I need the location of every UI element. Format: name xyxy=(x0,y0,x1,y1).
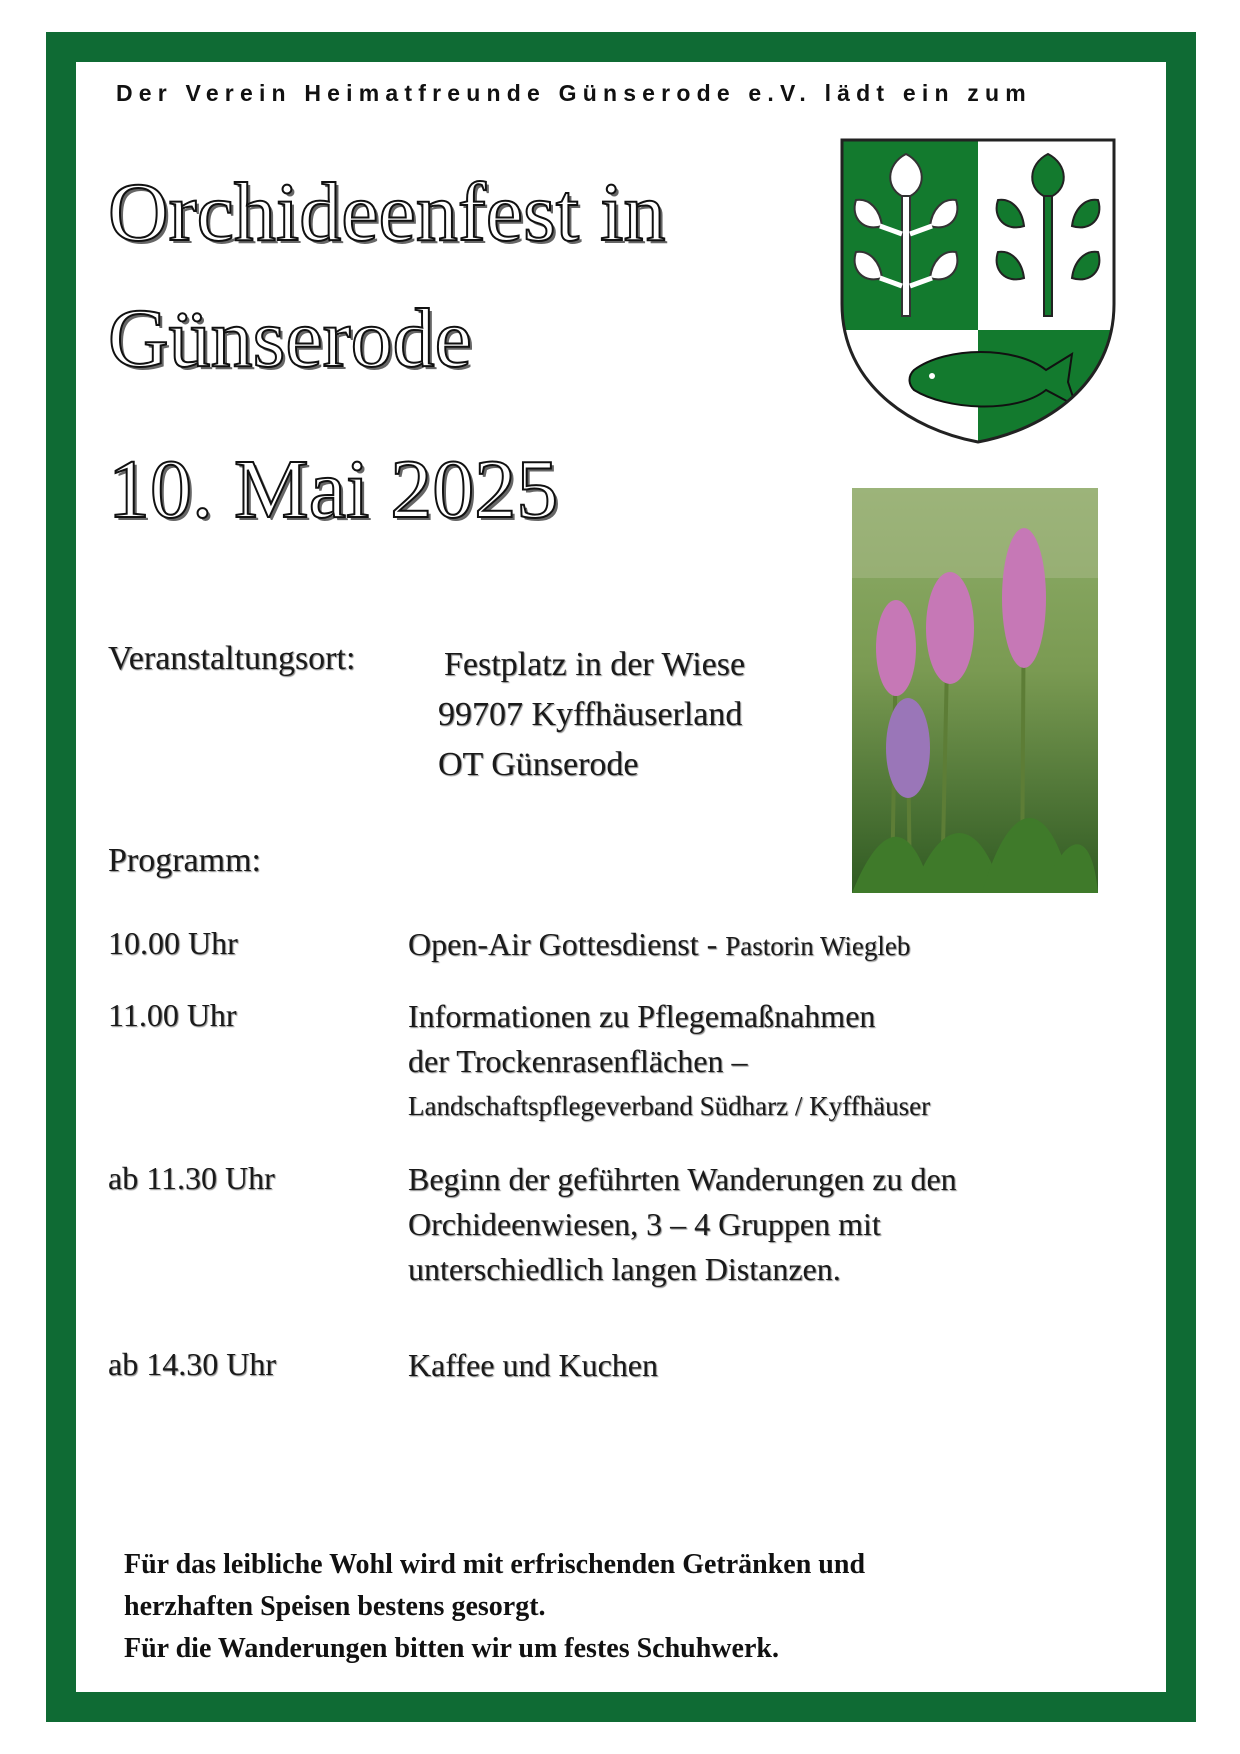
venue-line-1: Festplatz in der Wiese xyxy=(444,646,746,683)
venue-line-3: OT Günserode xyxy=(438,746,639,783)
venue-label: Veranstaltungsort: xyxy=(108,640,356,677)
program-desc-line: Informationen zu Pflegemaßnahmen xyxy=(408,998,876,1034)
program-desc-line: Beginn der geführten Wanderungen zu den xyxy=(408,1161,957,1197)
footer-note xyxy=(124,1544,865,1670)
venue-line-2: 99707 Kyffhäuserland xyxy=(438,696,743,733)
event-date: 10. Mai 2025 xyxy=(108,443,559,536)
program-desc-line: Orchideenwiesen, 3 – 4 Gruppen mit xyxy=(408,1206,881,1242)
program-time: ab 11.30 Uhr xyxy=(108,1160,275,1196)
event-title xyxy=(108,150,665,402)
footer-line: Für die Wanderungen bitten wir um festes Schuhwerk. xyxy=(124,1633,779,1664)
program-desc-line: der Trockenrasenflächen – xyxy=(408,1043,748,1079)
program-desc-line: Landschaftspflegeverband Südharz / Kyffhäuser xyxy=(408,1091,931,1121)
title-line-1: Orchideenfest in xyxy=(108,166,666,259)
program-desc: Open-Air Gottesdienst - xyxy=(408,926,726,962)
coat-of-arms xyxy=(836,134,1120,446)
program-item xyxy=(408,1343,1108,1388)
program-time: 10.00 Uhr xyxy=(108,925,238,961)
program-note: Pastorin Wiegleb xyxy=(725,931,911,961)
venue-address xyxy=(438,640,746,790)
program-item xyxy=(408,922,1108,969)
invite-line: Der Verein Heimatfreunde Günserode e.V. lädt ein zum xyxy=(116,80,1032,106)
program-desc-line: unterschiedlich langen Distanzen. xyxy=(408,1251,841,1287)
program-time: 11.00 Uhr xyxy=(108,997,237,1033)
title-line-2: Günserode xyxy=(108,292,472,385)
orchid-photo xyxy=(852,488,1098,893)
footer-line: Für das leibliche Wohl wird mit erfrischenden Getränken und xyxy=(124,1549,866,1580)
program-time: ab 14.30 Uhr xyxy=(108,1346,276,1382)
program-item xyxy=(408,1157,1108,1292)
footer-line: herzhaften Speisen bestens gesorgt. xyxy=(124,1591,546,1622)
program-desc: Kaffee und Kuchen xyxy=(408,1347,658,1383)
program-item xyxy=(408,994,1108,1129)
program-heading: Programm: xyxy=(108,842,261,879)
